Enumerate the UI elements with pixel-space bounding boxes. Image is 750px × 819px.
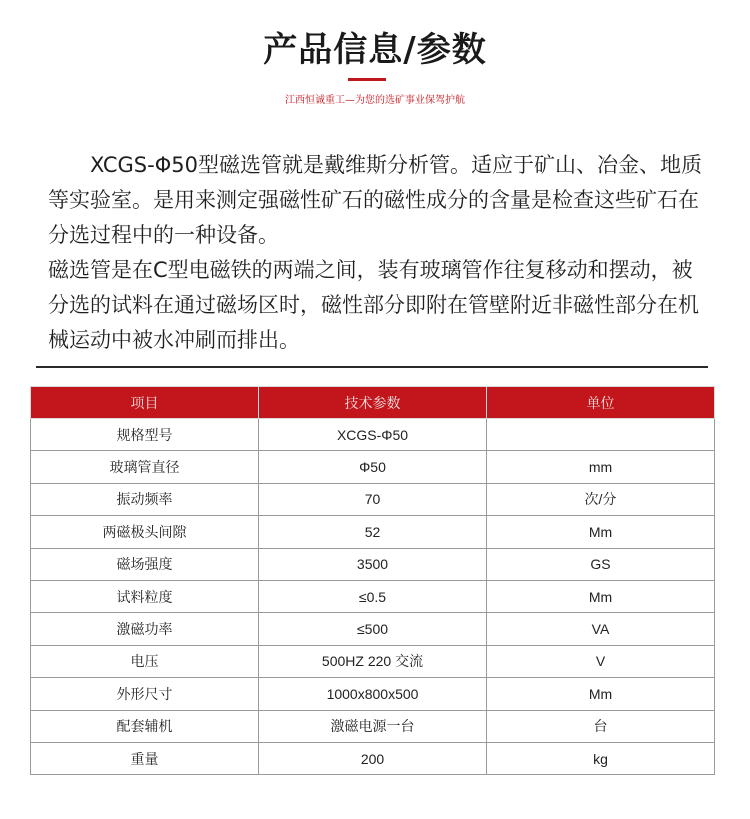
row-unit: V	[487, 645, 715, 677]
table-row	[31, 516, 715, 548]
row-unit: 台	[487, 710, 715, 742]
header-unit: 单位	[487, 387, 715, 419]
row-name: 电压	[31, 645, 259, 677]
row-name: 规格型号	[31, 419, 259, 451]
table-row	[31, 451, 715, 483]
description-paragraph-2: 磁选管是在C型电磁铁的两端之间，装有玻璃管作往复移动和摆动，被分选的试料在通过磁场区时，磁性部分即附在管壁附近非磁性部分在机械运动中被水冲刷而排出。	[48, 258, 699, 352]
spec-table	[30, 386, 715, 775]
row-unit: Mm	[487, 516, 715, 548]
table-row	[31, 678, 715, 710]
row-value: 1000x800x500	[259, 678, 487, 710]
table-row	[31, 645, 715, 677]
header-parameter: 技术参数	[259, 387, 487, 419]
row-value: 激磁电源一台	[259, 710, 487, 742]
row-name: 试料粒度	[31, 580, 259, 612]
row-unit: GS	[487, 548, 715, 580]
table-row	[31, 419, 715, 451]
row-unit: Mm	[487, 580, 715, 612]
row-name: 配套辅机	[31, 710, 259, 742]
row-name: 两磁极头间隙	[31, 516, 259, 548]
row-unit: mm	[487, 451, 715, 483]
product-description	[48, 148, 708, 358]
header-item: 项目	[31, 387, 259, 419]
table-row	[31, 483, 715, 515]
row-name: 磁场强度	[31, 548, 259, 580]
page-title: 产品信息/参数	[263, 30, 487, 70]
table-header-row	[31, 387, 715, 419]
company-tagline: 江西恒诚重工—为您的选矿事业保驾护航	[285, 95, 465, 106]
row-unit: Mm	[487, 678, 715, 710]
row-unit: 次/分	[487, 483, 715, 515]
row-value: 70	[259, 483, 487, 515]
row-value: XCGS-Φ50	[259, 419, 487, 451]
row-value: 500HZ 220 交流	[259, 645, 487, 677]
title-underline	[348, 78, 386, 81]
table-row	[31, 580, 715, 612]
table-row	[31, 548, 715, 580]
table-row	[31, 710, 715, 742]
row-value: 200	[259, 742, 487, 774]
section-divider	[36, 366, 708, 368]
row-name: 外形尺寸	[31, 678, 259, 710]
row-name: 激磁功率	[31, 613, 259, 645]
row-name: 玻璃管直径	[31, 451, 259, 483]
row-unit: kg	[487, 742, 715, 774]
row-value: ≤0.5	[259, 580, 487, 612]
row-name: 振动频率	[31, 483, 259, 515]
row-value: Φ50	[259, 451, 487, 483]
row-unit: VA	[487, 613, 715, 645]
table-row	[31, 613, 715, 645]
row-unit	[487, 419, 715, 451]
row-name: 重量	[31, 742, 259, 774]
row-value: 52	[259, 516, 487, 548]
row-value: ≤500	[259, 613, 487, 645]
description-paragraph-1: XCGS-Φ50型磁选管就是戴维斯分析管。适应于矿山、冶金、地质等实验室。是用来测定强磁性矿石的磁性成分的含量是检查这些矿石在分选过程中的一种设备。	[48, 153, 702, 247]
row-value: 3500	[259, 548, 487, 580]
table-row	[31, 742, 715, 774]
